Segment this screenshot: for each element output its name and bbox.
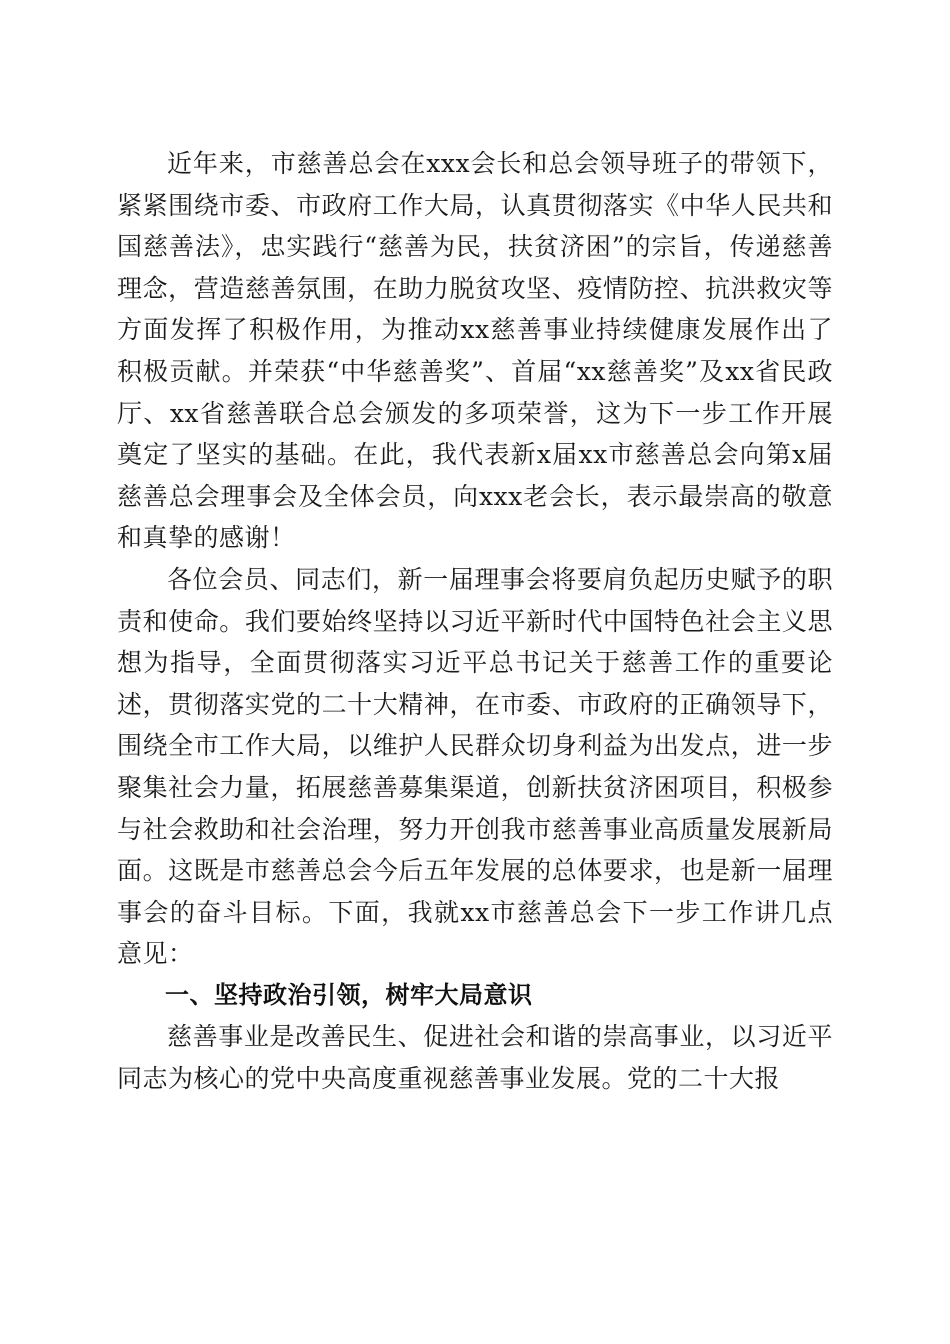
- paragraph-achievements: 近年来，市慈善总会在xxx会长和总会领导班子的带领下，紧紧围绕市委、市政府工作大局，认真贯彻落实《中华人民共和国慈善法》，忠实践行“慈善为民，扶贫济困”的宗旨，传递慈善理念，营造慈善氛围，在助力脱贫攻坚、疫情防控、抗洪救灾等方面发挥了积极作用，为推动xx慈善事业持续健康发展作出了积极贡献。并荣获“中华慈善奖”、首届“xx慈善奖”及xx省民政厅、xx省慈善联合总会颁发的多项荣誉，这为下一步工作开展奠定了坚实的基础。在此，我代表新x届xx市慈善总会向第x届慈善总会理事会及全体会员，向xxx老会长，表示最崇高的敬意和真挚的感谢！: [117, 149, 833, 553]
- document-body: [117, 143, 833, 1100]
- paragraph-responsibilities: 各位会员、同志们，新一届理事会将要肩负起历史赋予的职责和使命。我们要始终坚持以习近平新时代中国特色社会主义思想为指导，全面贯彻落实习近平总书记关于慈善工作的重要论述，贯彻落实党的二十大精神，在市委、市政府的正确领导下，围绕全市工作大局，以维护人民群众切身利益为出发点，进一步聚集社会力量，拓展慈善募集渠道，创新扶贫济困项目，积极参与社会救助和社会治理，努力开创我市慈善事业高质量发展新局面。这既是市慈善总会今后五年发展的总体要求，也是新一届理事会的奋斗目标。下面，我就xx市慈善总会下一步工作讲几点意见：: [117, 564, 833, 969]
- section-heading: 一、坚持政治引领，树牢大局意识: [165, 980, 533, 1009]
- paragraph-section-intro: 慈善事业是改善民生、促进社会和谐的崇高事业，以习近平同志为核心的党中央高度重视慈善事业发展。党的二十大报: [117, 1022, 833, 1094]
